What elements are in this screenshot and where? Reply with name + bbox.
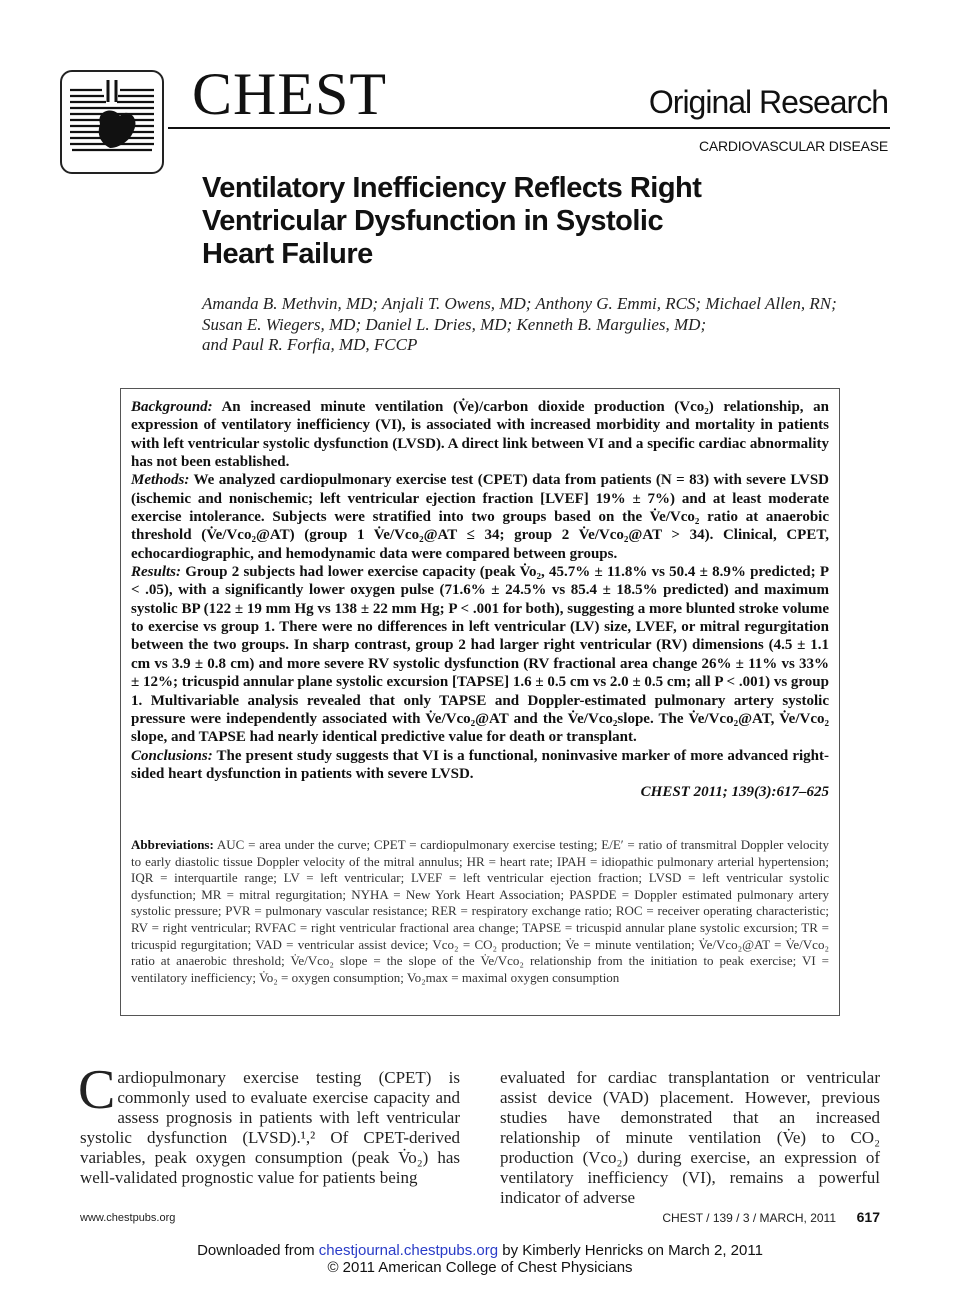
body-column-left [78, 1059, 460, 1188]
download-link[interactable]: chestjournal.chestpubs.org [318, 1242, 499, 1259]
footer-issue: CHEST / 139 / 3 / MARCH, 2011 [662, 1211, 836, 1225]
abstract-methods [131, 471, 829, 563]
page-number: 617 [856, 1209, 880, 1225]
conclusions-label: Conclusions: [131, 747, 213, 764]
download-prefix: Downloaded from [197, 1242, 319, 1259]
download-line [0, 1242, 960, 1259]
download-suffix: by Kimberly Henricks on March 2, 2011 [498, 1242, 763, 1259]
title-line: Ventilatory Inefficiency Reflects Right [202, 172, 702, 204]
background-label: Background: [131, 399, 213, 415]
citation: CHEST 2011; 139(3):617–625 [640, 784, 829, 801]
section-label: CARDIOVASCULAR DISEASE [698, 138, 888, 154]
abbreviations [131, 837, 829, 986]
abbreviations-label: Abbreviations: [131, 837, 214, 852]
article-title [202, 172, 842, 271]
author-list [202, 294, 902, 356]
right-column-text: evaluated for cardiac transplantation or ventricular assist device (VAD) placement. However, previous studies have demonstrated that an increased relationship of minute ventilation (V̇e) to CO₂ production (Vco₂) during exercise, an expression of ventilatory inefficiency (VI), remains a powerful indicator of adverse [500, 1068, 880, 1207]
abstract-results [131, 563, 829, 746]
abstract [131, 398, 829, 802]
methods-label: Methods: [131, 472, 190, 489]
author-line: Amanda B. Methvin, MD; Anjali T. Owens, MD; Anthony G. Emmi, RCS; Michael Allen, RN; [202, 294, 837, 313]
methods-text: We analyzed cardiopulmonary exercise test (CPET) data from patients (N = 83) with severe LVSD (ischemic and nonischemic; left ventricular ejection fraction [LVEF] 19% ± 7%) and at least moderate exercise intolerance. Subjects were stratified into two groups based on the V̇e/Vco₂ ratio at anaerobic threshold (V̇e/Vco₂@AT) (group 1 V̇e/Vco₂@AT ≤ 34; group 2 V̇e/Vco₂@AT > 34). Clinical, CPET, echocardiographic, and hemodynamic data were compared between groups. [131, 472, 829, 562]
title-line: Ventricular Dysfunction in Systolic [202, 205, 664, 237]
left-column-text: ardiopulmonary exercise testing (CPET) is commonly used to evaluate exercise capacity and assess prognosis in patients with left ventricular systolic dysfunction (LVSD).¹,² Of CPET-derived variables, peak oxygen consumption (peak V̇o₂) has well-validated prognostic value for patients being [80, 1068, 460, 1187]
results-label: Results: [131, 564, 182, 581]
abstract-conclusions [131, 747, 829, 784]
header-rule [168, 127, 890, 129]
copyright: © 2011 American College of Chest Physicians [327, 1259, 633, 1276]
drop-cap: C [78, 1059, 116, 1121]
footer-website[interactable]: www.chestpubs.org [80, 1212, 176, 1224]
abstract-background [131, 398, 829, 471]
chest-lungs-heart-icon [62, 72, 162, 172]
title-line: Heart Failure [202, 238, 373, 270]
abbreviations-text: AUC = area under the curve; CPET = cardiopulmonary exercise testing; E/E′ = ratio of transmitral Doppler velocity to early diastolic tissue Doppler velocity of the mitral annulus; HR = heart rate; IPAH = idiopathic pulmonary arterial hypertension; IQR = interquartile range; LV = left ventricular; LVEF = left ventricular ejection fraction; LVSD = left ventricular systolic dysfunction; MR = mitral regurgitation; NYHA = New York Heart Association; PASPDE = Doppler estimated pulmonary artery systolic pressure; PVR = pulmonary vascular resistance; RER = respiratory exchange ratio; ROC = receiver operating characteristic; RV = right ventricular; RVFAC = right ventricular fractional area change; TAPSE = tricuspid annular plane systolic excursion; TR = tricuspid regurgitation; VAD = ventricular assist device; Vco₂ = CO₂ production; V̇e = minute ventilation; V̇e/Vco₂@AT = V̇e/Vco₂ ratio at anaerobic threshold; V̇e/Vco₂ slope = the slope of the V̇e/Vco₂ relationship from the initiation to peak exercise; VI = ventilatory inefficiency; V̇o₂ = oxygen consumption; Vo₂max = maximal oxygen consumption [131, 837, 829, 985]
article-type: Original Research [648, 84, 888, 120]
background-text: An increased minute ventilation (V̇e)/carbon dioxide production (Vco₂) relationship, an expression of ventilatory inefficiency (VI), is associated with increased morbidity and mortality in patients with left ventricular systolic dysfunction (LVSD). A direct link between VI and a specific cardiac abnormality has not been established. [131, 399, 829, 471]
author-line: and Paul R. Forfia, MD, FCCP [202, 335, 418, 354]
author-line: Susan E. Wiegers, MD; Daniel L. Dries, MD; Kenneth B. Margulies, MD; [202, 314, 707, 334]
results-text: Group 2 subjects had lower exercise capacity (peak V̇o₂, 45.7% ± 11.8% vs 50.4 ± 8.9% predicted; P < .05), with a significantly lower oxygen pulse (71.6% ± 24.5% vs 85.4 ± 18.5% predicted) and maximum systolic BP (122 ± 19 mm Hg vs 138 ± 22 mm Hg; P < .001 for both), suggesting a more blunted stroke volume to exercise vs group 1. There were no differences in left ventricular (LV) size, LVEF, or mitral regurgitation between the two groups. In sharp contrast, group 2 had larger right ventricular (RV) dimensions (4.5 ± 1.1 cm vs 3.9 ± 0.8 cm) and more severe RV systolic dysfunction (RV fractional area change 26% ± 11% vs 33% ± 12%; tricuspid annular plane systolic excursion [TAPSE] 1.6 ± 0.5 cm vs 2.0 ± 0.5 cm; all P < .001) vs group 1. Multivariable analysis revealed that only TAPSE and Doppler-estimated pulmonary artery systolic pressure were independently associated with V̇e/Vco₂@AT and the V̇e/Vco₂slope. The V̇e/Vco₂@AT, V̇e/Vco₂ slope, and TAPSE had nearly identical predictive value for death or transplant. [131, 564, 829, 746]
download-notice [0, 1242, 960, 1276]
conclusions-text: The present study suggests that VI is a functional, noninvasive marker of more advanced right-sided heart dysfunction in patients with severe LVSD. [131, 747, 829, 782]
journal-name: CHEST [192, 61, 388, 127]
journal-logo [60, 70, 164, 174]
body-column-right [500, 1068, 880, 1208]
